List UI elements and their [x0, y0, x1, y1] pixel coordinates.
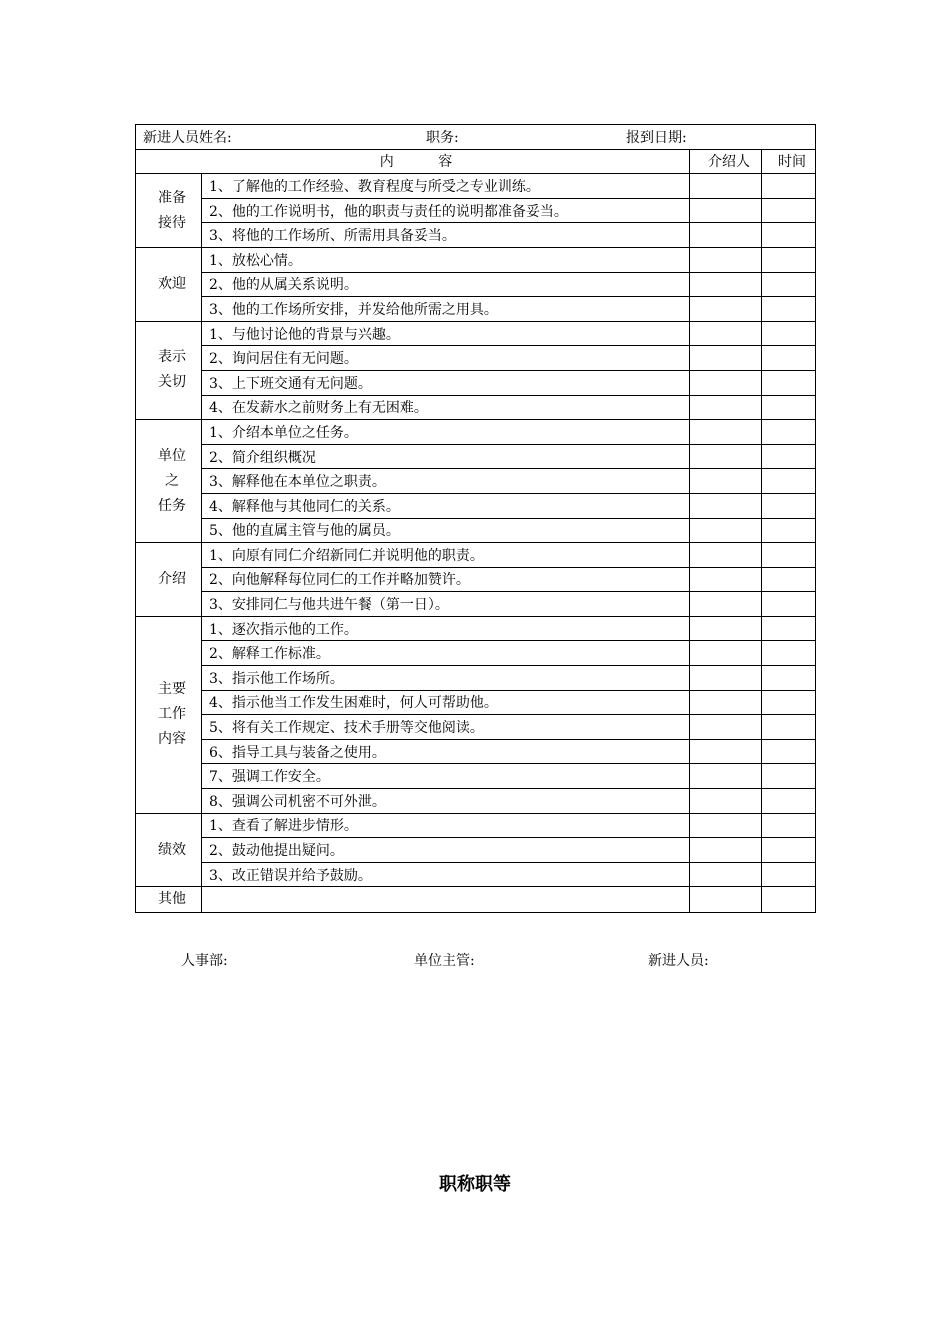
checklist-item: 4、在发薪水之前财务上有无困难。	[202, 395, 690, 420]
category-label: 单位	[158, 447, 186, 464]
category-label: 准备	[158, 189, 186, 206]
checklist-item	[202, 887, 690, 913]
checklist-row	[136, 567, 816, 592]
checklist-row	[136, 543, 816, 568]
checklist-item: 8、强调公司机密不可外泄。	[202, 789, 690, 814]
time-cell	[762, 789, 816, 814]
checklist-item: 1、放松心情。	[202, 247, 690, 272]
checklist-item: 2、他的从属关系说明。	[202, 272, 690, 297]
time-cell	[762, 346, 816, 371]
checklist-item: 2、解释工作标准。	[202, 641, 690, 666]
checklist-row	[136, 395, 816, 420]
introducer-cell	[690, 764, 762, 789]
introducer-cell	[690, 395, 762, 420]
time-cell	[762, 739, 816, 764]
checklist-row	[136, 789, 816, 814]
time-cell	[762, 247, 816, 272]
category-cell	[136, 813, 202, 887]
introducer-cell	[690, 543, 762, 568]
time-cell	[762, 370, 816, 395]
checklist-item: 1、逐次指示他的工作。	[202, 616, 690, 641]
introducer-cell	[690, 592, 762, 617]
introducer-cell	[690, 297, 762, 322]
time-cell	[762, 567, 816, 592]
supervisor-signature-label: 单位主管:	[414, 953, 475, 969]
checklist-item: 1、介绍本单位之任务。	[202, 420, 690, 445]
checklist-row	[136, 493, 816, 518]
checklist-item: 3、将他的工作场所、所需用具备妥当。	[202, 223, 690, 248]
checklist-item: 3、改正错误并给予鼓励。	[202, 862, 690, 887]
column-header-row	[136, 149, 816, 174]
time-cell	[762, 690, 816, 715]
category-cell	[136, 321, 202, 419]
checklist-item: 2、询问居住有无问题。	[202, 346, 690, 371]
checklist-item: 5、他的直属主管与他的属员。	[202, 518, 690, 543]
checklist-row	[136, 297, 816, 322]
introducer-cell	[690, 666, 762, 691]
time-cell	[762, 887, 816, 913]
time-cell	[762, 543, 816, 568]
time-cell	[762, 174, 816, 199]
position-label: 职务:	[426, 129, 459, 146]
new-employee-signature-label: 新进人员:	[648, 953, 709, 969]
introducer-cell	[690, 518, 762, 543]
checklist-item: 2、向他解释每位同仁的工作并略加赞许。	[202, 567, 690, 592]
category-cell	[136, 887, 202, 913]
content-column-header: 内 容	[136, 149, 690, 174]
category-cell	[136, 616, 202, 813]
introducer-cell	[690, 641, 762, 666]
introducer-cell	[690, 493, 762, 518]
checklist-item: 3、解释他在本单位之职责。	[202, 469, 690, 494]
category-label: 表示	[158, 349, 186, 366]
introducer-cell	[690, 838, 762, 863]
checklist-row	[136, 838, 816, 863]
checklist-item: 4、解释他与其他同仁的关系。	[202, 493, 690, 518]
checklist-item: 1、查看了解进步情形。	[202, 813, 690, 838]
category-label: 其他	[158, 891, 186, 908]
time-cell	[762, 469, 816, 494]
time-cell	[762, 272, 816, 297]
category-label: 之	[165, 472, 179, 489]
checklist-item: 3、安排同仁与他共进午餐（第一日）。	[202, 592, 690, 617]
introducer-cell	[690, 370, 762, 395]
time-cell	[762, 764, 816, 789]
introducer-cell	[690, 690, 762, 715]
checklist-item: 3、他的工作场所安排，并发给他所需之用具。	[202, 297, 690, 322]
introducer-cell	[690, 469, 762, 494]
checklist-item: 2、他的工作说明书，他的职责与责任的说明都准备妥当。	[202, 198, 690, 223]
checklist-row	[136, 223, 816, 248]
time-cell	[762, 493, 816, 518]
category-label: 欢迎	[158, 275, 186, 292]
checklist-row	[136, 592, 816, 617]
checklist-row	[136, 247, 816, 272]
introducer-cell	[690, 789, 762, 814]
checklist-row	[136, 666, 816, 691]
category-label: 接待	[158, 214, 186, 231]
checklist-row	[136, 420, 816, 445]
checklist-row	[136, 813, 816, 838]
category-cell	[136, 543, 202, 617]
report-date-label: 报到日期:	[626, 129, 687, 146]
new-employee-name-label: 新进人员姓名:	[143, 129, 232, 146]
time-cell	[762, 715, 816, 740]
checklist-item: 5、将有关工作规定、技术手册等交他阅读。	[202, 715, 690, 740]
checklist-item: 1、向原有同仁介绍新同仁并说明他的职责。	[202, 543, 690, 568]
checklist-item: 1、了解他的工作经验、教育程度与所受之专业训练。	[202, 174, 690, 199]
category-label: 介绍	[158, 570, 186, 587]
introducer-cell	[690, 247, 762, 272]
category-cell	[136, 420, 202, 543]
introducer-cell	[690, 174, 762, 199]
introducer-cell	[690, 272, 762, 297]
category-cell	[136, 174, 202, 248]
time-cell	[762, 592, 816, 617]
checklist-row	[136, 862, 816, 887]
category-label: 绩效	[158, 841, 186, 858]
next-section-title: 职称职等	[439, 1174, 511, 1195]
time-cell	[762, 641, 816, 666]
checklist-row	[136, 616, 816, 641]
checklist-item: 6、指导工具与装备之使用。	[202, 739, 690, 764]
checklist-item: 2、简介组织概况	[202, 444, 690, 469]
category-label: 主要	[158, 681, 186, 698]
time-cell	[762, 395, 816, 420]
time-cell	[762, 420, 816, 445]
time-cell	[762, 444, 816, 469]
time-cell	[762, 616, 816, 641]
category-label: 任务	[158, 497, 186, 514]
checklist-row	[136, 739, 816, 764]
introducer-cell	[690, 887, 762, 913]
time-cell	[762, 297, 816, 322]
introducer-cell	[690, 739, 762, 764]
introducer-cell	[690, 813, 762, 838]
checklist-row	[136, 174, 816, 199]
time-cell	[762, 838, 816, 863]
checklist-row	[136, 346, 816, 371]
category-label: 工作	[158, 706, 186, 723]
checklist-row	[136, 690, 816, 715]
introducer-cell	[690, 346, 762, 371]
header-info-row	[136, 125, 816, 150]
introducer-cell	[690, 198, 762, 223]
time-cell	[762, 862, 816, 887]
checklist-row	[136, 272, 816, 297]
time-cell	[762, 198, 816, 223]
time-cell	[762, 223, 816, 248]
checklist-item: 7、强调工作安全。	[202, 764, 690, 789]
time-cell	[762, 813, 816, 838]
checklist-item: 1、与他讨论他的背景与兴趣。	[202, 321, 690, 346]
checklist-row	[136, 321, 816, 346]
category-cell	[136, 247, 202, 321]
category-label: 关切	[158, 374, 186, 391]
checklist-row	[136, 641, 816, 666]
checklist-row	[136, 887, 816, 913]
time-cell	[762, 666, 816, 691]
introducer-column-header: 介绍人	[690, 149, 762, 174]
checklist-row	[136, 715, 816, 740]
category-label: 内容	[158, 731, 186, 748]
introducer-cell	[690, 444, 762, 469]
checklist-row	[136, 370, 816, 395]
checklist-item: 3、指示他工作场所。	[202, 666, 690, 691]
checklist-row	[136, 469, 816, 494]
time-column-header: 时间	[762, 149, 816, 174]
checklist-item: 4、指示他当工作发生困难时，何人可帮助他。	[202, 690, 690, 715]
checklist-item: 3、上下班交通有无问题。	[202, 370, 690, 395]
introducer-cell	[690, 715, 762, 740]
introducer-cell	[690, 862, 762, 887]
orientation-checklist-table	[135, 124, 816, 913]
hr-signature-label: 人事部:	[181, 953, 228, 969]
checklist-row	[136, 764, 816, 789]
signature-line	[0, 950, 950, 972]
introducer-cell	[690, 321, 762, 346]
introducer-cell	[690, 616, 762, 641]
checklist-row	[136, 198, 816, 223]
introducer-cell	[690, 223, 762, 248]
time-cell	[762, 321, 816, 346]
introducer-cell	[690, 420, 762, 445]
checklist-row	[136, 444, 816, 469]
introducer-cell	[690, 567, 762, 592]
checklist-row	[136, 518, 816, 543]
checklist-item: 2、鼓动他提出疑问。	[202, 838, 690, 863]
time-cell	[762, 518, 816, 543]
